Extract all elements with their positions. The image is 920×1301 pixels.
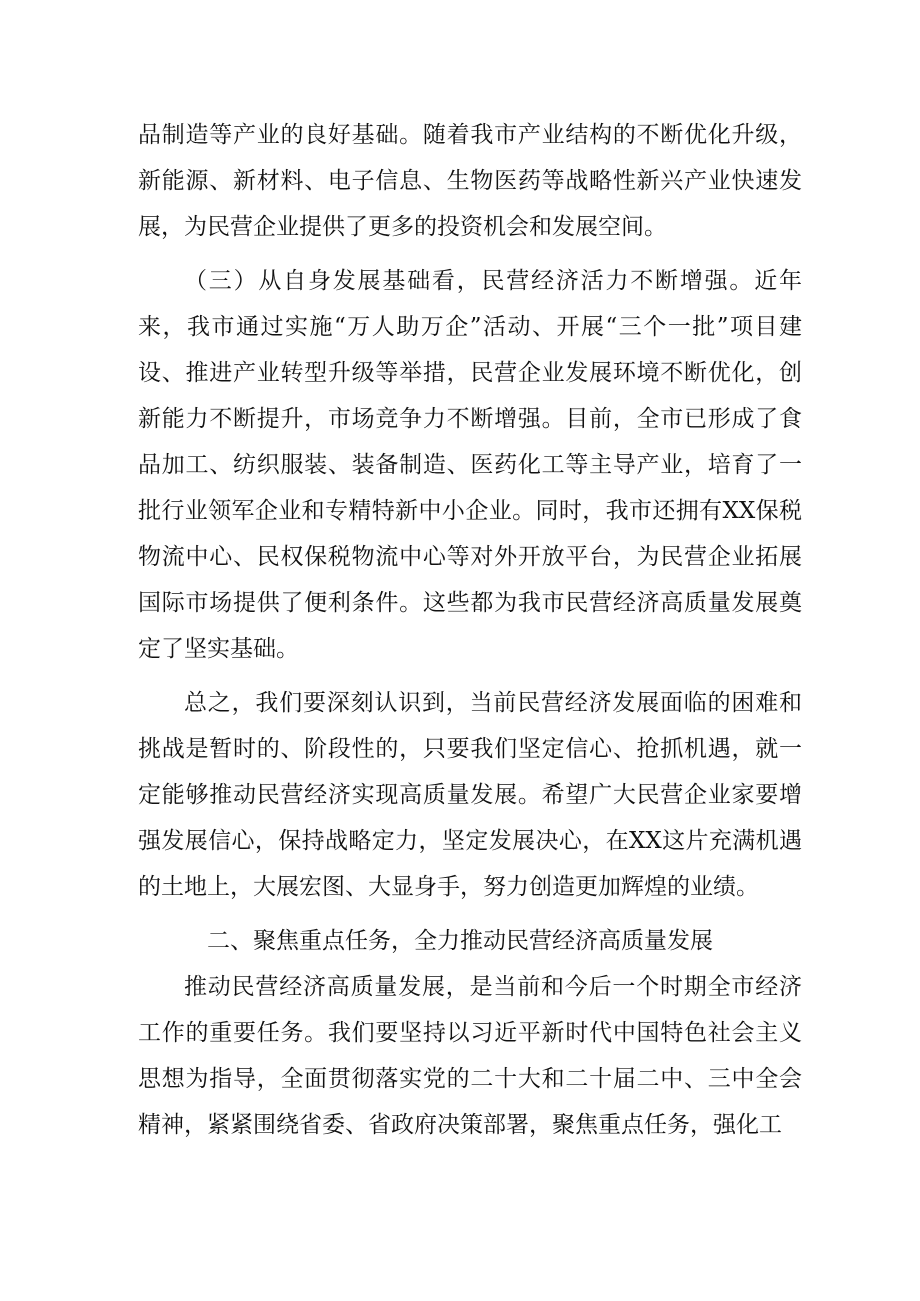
document-body [138,112,802,1156]
section-heading: 二、聚焦重点任务，全力推动民营经济高质量发展 [207,928,713,954]
paragraph-key-tasks: 推动民营经济高质量发展，是当前和今后一个时期全市经济工作的重要任务。我们要坚持以习近平新时代中国特色社会主义思想为指导，全面贯彻落实党的二十大和二十届二中、三中全会精神，紧紧围绕省委、省政府决策部署，聚焦重点任务，强化工 [138,974,802,1138]
paragraph-self-development: （三）从自身发展基础看，民营经济活力不断增强。近年来，我市通过实施“万人助万企”活动、开展“三个一批”项目建设、推进产业转型升级等举措，民营企业发展环境不断优化，创新能力不断提升，市场竞争力不断增强。目前，全市已形成了食品加工、纺织服装、装备制造、医药化工等主导产业，培育了一批行业领军企业和专精特新中小企业。同时，我市还拥有XX保税物流中心、民权保税物流中心等对外开放平台，为民营企业拓展国际市场提供了便利条件。这些都为我市民营经济高质量发展奠定了坚实基础。 [138,268,802,662]
paragraph-summary: 总之，我们要深刻认识到，当前民营经济发展面临的困难和挑战是暂时的、阶段性的，只要我们坚定信心、抢抓机遇，就一定能够推动民营经济实现高质量发展。希望广大民营企业家要增强发展信心，保持战略定力，坚定发展决心，在XX这片充满机遇的土地上，大展宏图、大显身手，努力创造更加辉煌的业绩。 [138,690,802,900]
paragraph-industry-base: 品制造等产业的良好基础。随着我市产业结构的不断优化升级，新能源、新材料、电子信息、生物医药等战略性新兴产业快速发展，为民营企业提供了更多的投资机会和发展空间。 [138,122,802,240]
